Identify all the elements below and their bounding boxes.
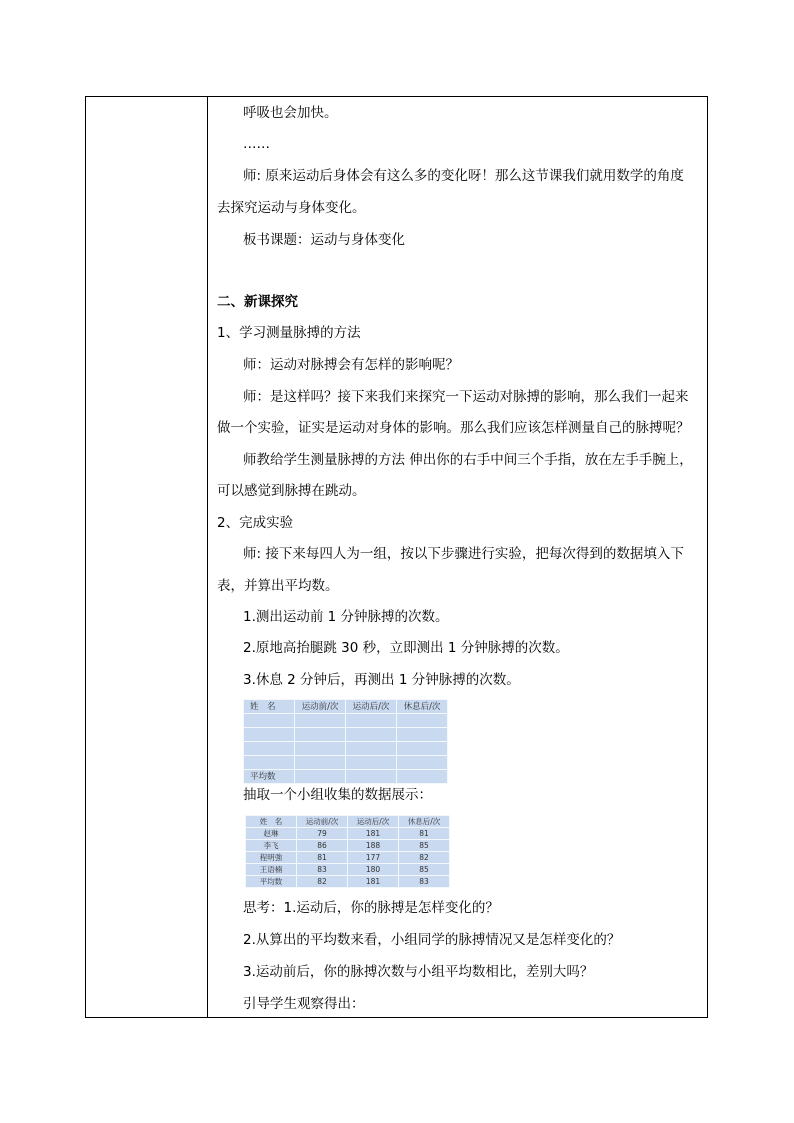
table-cell: [295, 714, 346, 728]
table-cell: [397, 742, 448, 756]
step-line: 3.休息 2 分钟后，再测出 1 分钟脉搏的次数。: [243, 672, 520, 688]
table-cell: [244, 756, 295, 770]
question-line: 3.运动前后，你的脉搏次数与小组平均数相比，差别大吗？: [243, 964, 594, 980]
table-cell: 180: [348, 864, 399, 876]
column-divider: [207, 97, 208, 1017]
table-header-row: [246, 816, 450, 828]
table-row: [244, 742, 448, 756]
table-row: [244, 756, 448, 770]
table-header-cell: 休息后/次: [397, 700, 448, 714]
table-header-cell: 姓 名: [246, 816, 297, 828]
table-cell: 86: [297, 840, 348, 852]
table-header-cell: 运动前/次: [295, 700, 346, 714]
table-cell: [346, 742, 397, 756]
table-cell: [346, 770, 397, 784]
table-row: [244, 714, 448, 728]
table-cell: [295, 728, 346, 742]
table-header-cell: 姓 名: [244, 700, 295, 714]
table-cell: 王语楠: [246, 864, 297, 876]
section-heading: 二、新课探究: [217, 294, 298, 310]
table-row: [246, 864, 450, 876]
table-cell: 平均数: [244, 770, 295, 784]
table-cell: 188: [348, 840, 399, 852]
table-cell: [295, 756, 346, 770]
table-cell: 177: [348, 852, 399, 864]
subsection-heading: 1、学习测量脉搏的方法: [217, 325, 361, 341]
sample-data-table: [245, 815, 450, 888]
ellipsis-line: ……: [243, 136, 270, 152]
table-cell: [397, 714, 448, 728]
table-cell: [346, 714, 397, 728]
table-header-row: [244, 700, 448, 714]
table-header-cell: 运动前/次: [297, 816, 348, 828]
table-header-cell: 休息后/次: [399, 816, 450, 828]
table-row: [246, 840, 450, 852]
text-line: 师教给学生测量脉搏的方法 伸出你的右手中间三个手指，放在左手手腕上，: [243, 452, 693, 468]
table-cell: 李飞: [246, 840, 297, 852]
text-line: 可以感觉到脉搏在跳动。: [217, 483, 366, 499]
table-cell: 85: [399, 864, 450, 876]
text-line: 师：是这样吗？接下来我们来探究一下运动对脉搏的影响，那么我们一起来: [243, 389, 689, 405]
table-cell: 82: [399, 852, 450, 864]
table-row: [246, 852, 450, 864]
blank-data-table: [243, 699, 448, 784]
title-line: 板书课题：运动与身体变化: [243, 232, 405, 248]
table-cell: [295, 770, 346, 784]
document-table-frame: [85, 96, 708, 1018]
subsection-heading: 2、完成实验: [217, 515, 294, 531]
text-line: 表，并算出平均数。: [217, 578, 339, 594]
table-average-row: [244, 770, 448, 784]
text-line: 师：运动对脉搏会有怎样的影响呢？: [243, 357, 459, 373]
table-cell: 82: [297, 876, 348, 888]
table-cell: 程明強: [246, 852, 297, 864]
step-line: 2.原地高抬腿跳 30 秒，立即测出 1 分钟脉搏的次数。: [243, 640, 569, 656]
table-cell: [397, 728, 448, 742]
table-row: [244, 728, 448, 742]
text-line: 抽取一个小组收集的数据展示：: [243, 787, 432, 803]
table-cell: 赵琳: [246, 828, 297, 840]
table-cell: [346, 728, 397, 742]
table-cell: 83: [297, 864, 348, 876]
table-row: [246, 828, 450, 840]
table-cell: 79: [297, 828, 348, 840]
text-line: 师: 原来运动后身体会有这么多的变化呀！那么这节课我们就用数学的角度: [243, 168, 684, 184]
text-line: 做一个实验，证实是运动对身体的影响。那么我们应该怎样测量自己的脉搏呢？: [217, 420, 690, 436]
text-line: 去探究运动与身体变化。: [217, 200, 366, 216]
table-header-cell: 运动后/次: [346, 700, 397, 714]
table-cell: [244, 714, 295, 728]
text-line: 师: 接下来每四人为一组，按以下步骤进行实验，把每次得到的数据填入下: [243, 546, 684, 562]
table-cell: 81: [297, 852, 348, 864]
table-header-cell: 运动后/次: [348, 816, 399, 828]
question-line: 2.从算出的平均数来看，小组同学的脉搏情况又是怎样变化的？: [243, 932, 621, 948]
table-cell: 81: [399, 828, 450, 840]
table-cell: [295, 742, 346, 756]
table-cell: 85: [399, 840, 450, 852]
table-cell: 181: [348, 828, 399, 840]
table-cell: 83: [399, 876, 450, 888]
text-line: 呼吸也会加快。: [243, 105, 338, 121]
table-cell: 平均数: [246, 876, 297, 888]
table-cell: [397, 770, 448, 784]
text-line: 引导学生观察得出：: [243, 996, 365, 1012]
step-line: 1.测出运动前 1 分钟脉搏的次数。: [243, 609, 449, 625]
table-cell: 181: [348, 876, 399, 888]
table-row: [246, 876, 450, 888]
question-line: 思考：1.运动后，你的脉搏是怎样变化的？: [243, 900, 499, 916]
table-cell: [397, 756, 448, 770]
table-cell: [346, 756, 397, 770]
table-cell: [244, 728, 295, 742]
table-cell: [244, 742, 295, 756]
